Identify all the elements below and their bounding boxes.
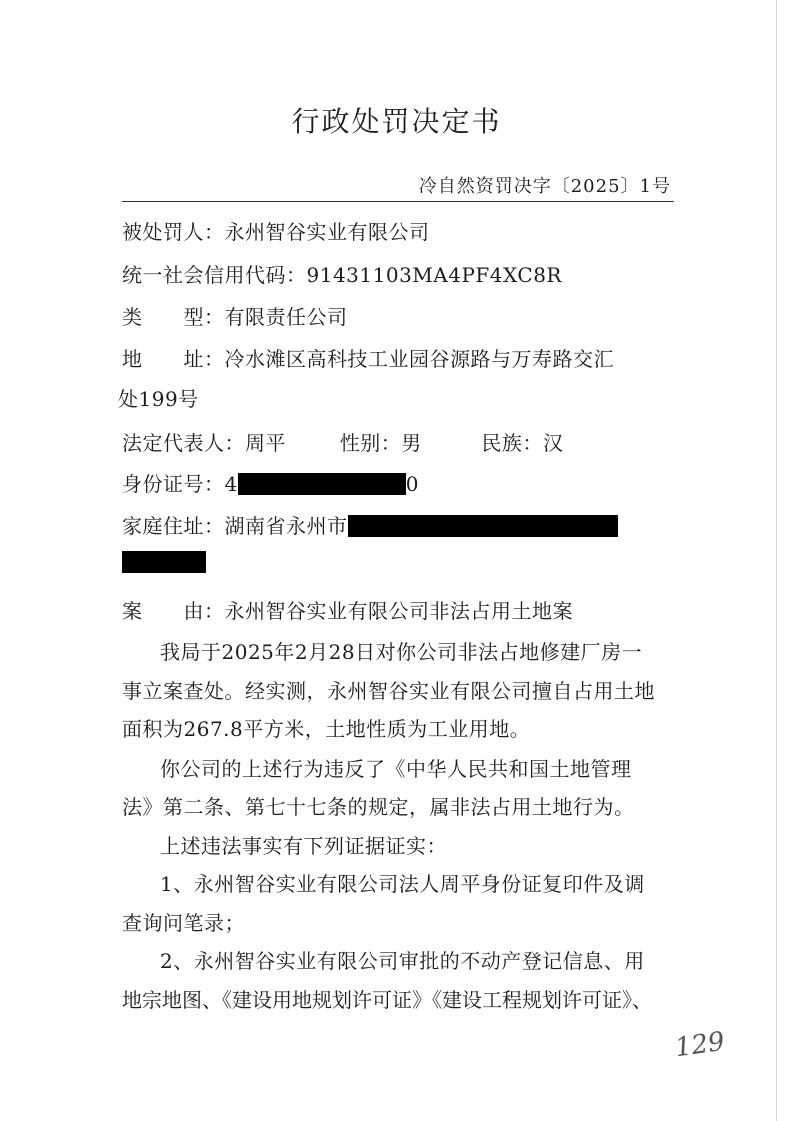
header-divider — [122, 201, 674, 202]
address-label: 地 址： — [122, 347, 225, 371]
gender-value: 男 — [401, 431, 422, 455]
paragraph-4-line-2: 查询问笔录； — [122, 911, 245, 935]
type-row — [122, 301, 348, 330]
paragraph-1-line-1: 我局于2025年2月28日对你公司非法占地修建厂房一 — [160, 640, 643, 664]
case-cause-value: 永州智谷实业有限公司非法占用土地案 — [224, 599, 573, 623]
paragraph-3-line-1: 上述违法事实有下列证据证实： — [160, 834, 447, 858]
ethnicity-label: 民族： — [481, 431, 543, 455]
case-cause-label: 案 由： — [122, 599, 225, 623]
credit-code-row — [122, 259, 562, 288]
penalized-party-value: 永州智谷实业有限公司 — [224, 220, 430, 244]
type-label: 类 型： — [122, 305, 225, 329]
ethnicity-value: 汉 — [542, 431, 564, 455]
home-address-label: 家庭住址： — [122, 514, 225, 538]
paragraph-1-line-3: 面积为267.8平方米，土地性质为工业用地。 — [122, 717, 531, 741]
home-address-value: 湖南省永州市 — [224, 514, 348, 538]
penalized-party-row — [122, 216, 430, 245]
id-number-row — [122, 468, 419, 497]
paragraph-5-line-1: 2、永州智谷实业有限公司审批的不动产登记信息、用 — [160, 949, 645, 973]
paragraph-4-line-1: 1、永州智谷实业有限公司法人周平身份证复印件及调 — [160, 872, 645, 896]
address-value-line2: 处199号 — [118, 387, 199, 411]
address-row — [122, 343, 614, 372]
paragraph-2-line-1: 你公司的上述行为违反了《中华人民共和国土地管理 — [160, 757, 632, 781]
gender-label: 性别： — [339, 431, 402, 455]
credit-code-value: 91431103MA4PF4XC8R — [306, 263, 562, 287]
page-edge — [776, 0, 777, 1121]
credit-code-label: 统一社会信用代码： — [122, 263, 307, 287]
case-cause-row — [122, 595, 573, 624]
paragraph-2-line-2: 法》第二条、第七十七条的规定，属非法占用土地行为。 — [122, 795, 635, 819]
home-address-redaction-cont — [122, 551, 206, 573]
penalized-party-label: 被处罚人： — [122, 220, 225, 244]
legal-rep-value: 周平 — [245, 431, 286, 455]
id-number-prefix: 4 — [224, 472, 238, 496]
home-address-row — [122, 510, 618, 539]
id-number-label: 身份证号： — [122, 472, 225, 496]
paragraph-1-line-2: 事立案查处。经实测，永州智谷实业有限公司擅自占用土地 — [122, 679, 655, 703]
document-number: 冷自然资罚决字〔2025〕1号 — [418, 176, 671, 197]
document-title: 行政处罚决定书 — [291, 105, 502, 138]
home-address-redaction — [348, 515, 618, 537]
home-address-row-cont — [122, 550, 206, 574]
legal-rep-label: 法定代表人： — [122, 431, 245, 455]
paragraph-5-line-2: 地宗地图、《建设用地规划许可证》《建设工程规划许可证》、 — [122, 988, 652, 1012]
type-value: 有限责任公司 — [224, 305, 348, 329]
id-number-suffix: 0 — [405, 472, 419, 496]
id-number-redaction — [238, 473, 406, 495]
address-row-cont — [118, 383, 199, 412]
address-value-line1: 冷水滩区高科技工业园谷源路与万寿路交汇 — [224, 347, 614, 371]
handwritten-page-number: 129 — [673, 1026, 727, 1064]
legal-rep-row — [122, 427, 563, 456]
